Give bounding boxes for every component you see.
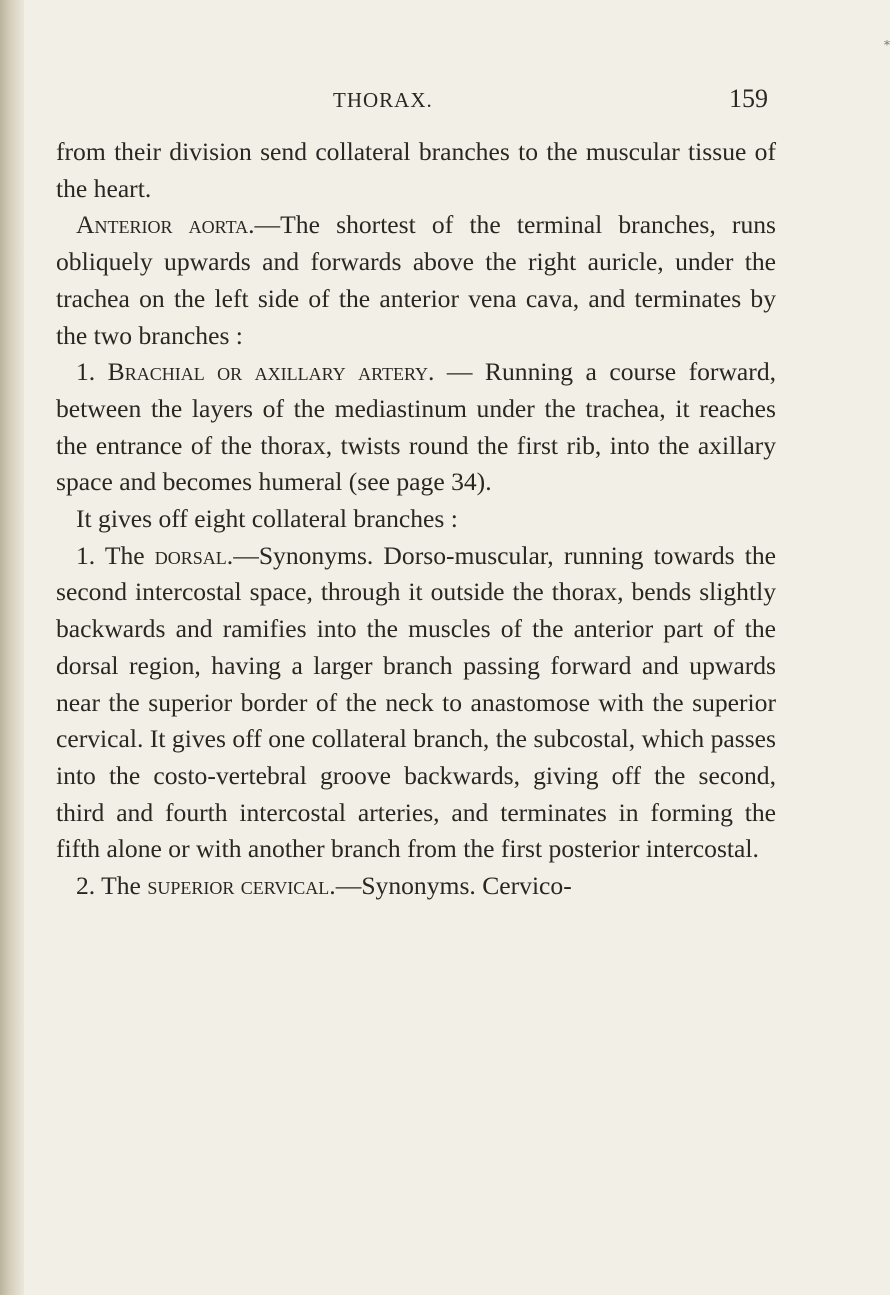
page-number: 159 [729,84,768,113]
paragraph-anterior-aorta [56,207,776,354]
running-head [56,84,768,118]
body-text [56,134,776,905]
section-heading: Brachial or axillary artery. [107,357,435,387]
paragraph-text: —Synonyms. Cervico- [335,871,572,901]
paragraph-dorsal [56,538,776,868]
printer-mark: * [884,38,890,52]
section-heading: superior cervical. [147,871,336,901]
running-title: THORAX. [333,88,433,112]
item-number: 2. The [76,871,148,901]
item-number: 1. [76,357,108,387]
paragraph-text: from their division send collateral branches to the muscular tissue of the heart. [56,137,776,203]
paragraph-text: It gives off eight collateral branches : [76,504,458,534]
paragraph-brachial-artery [56,354,776,501]
section-heading: Anterior aorta. [76,210,255,240]
item-number: 1. The [76,540,155,570]
paragraph-collateral-intro [56,501,776,538]
paragraph-text: — Running a course forward, between the layers of the mediastinum under the trachea, it reaches the entrance of the thorax, twists round the first rib, into the axillary space and becomes humeral (see page 34). [56,357,777,497]
section-heading: dorsal. [154,540,234,570]
paragraph-text: —The shortest of the terminal branches, runs obliquely upwards and forwards above the right auricle, under the trachea on the left side of the anterior vena cava, and terminates by the two branches : [56,210,777,350]
paragraph-superior-cervical [56,868,776,905]
book-spine-shadow [0,0,24,1295]
paragraph-continuation [56,134,776,207]
paragraph-text: —Synonyms. Dorso-muscular, running towards the second intercostal space, through it outside the thorax, bends slightly backwards and ramifies into the muscles of the anterior part of the dorsal region, having a larger branch passing forward and upwards near the superior border of the neck to anastomose with the superior cervical. It gives off one collateral branch, the subcostal, which passes into the costo-vertebral groove backwards, giving off the second, third and fourth intercostal arteries, and terminates in forming the fifth alone or with another branch from the first posterior intercostal. [56,540,777,864]
